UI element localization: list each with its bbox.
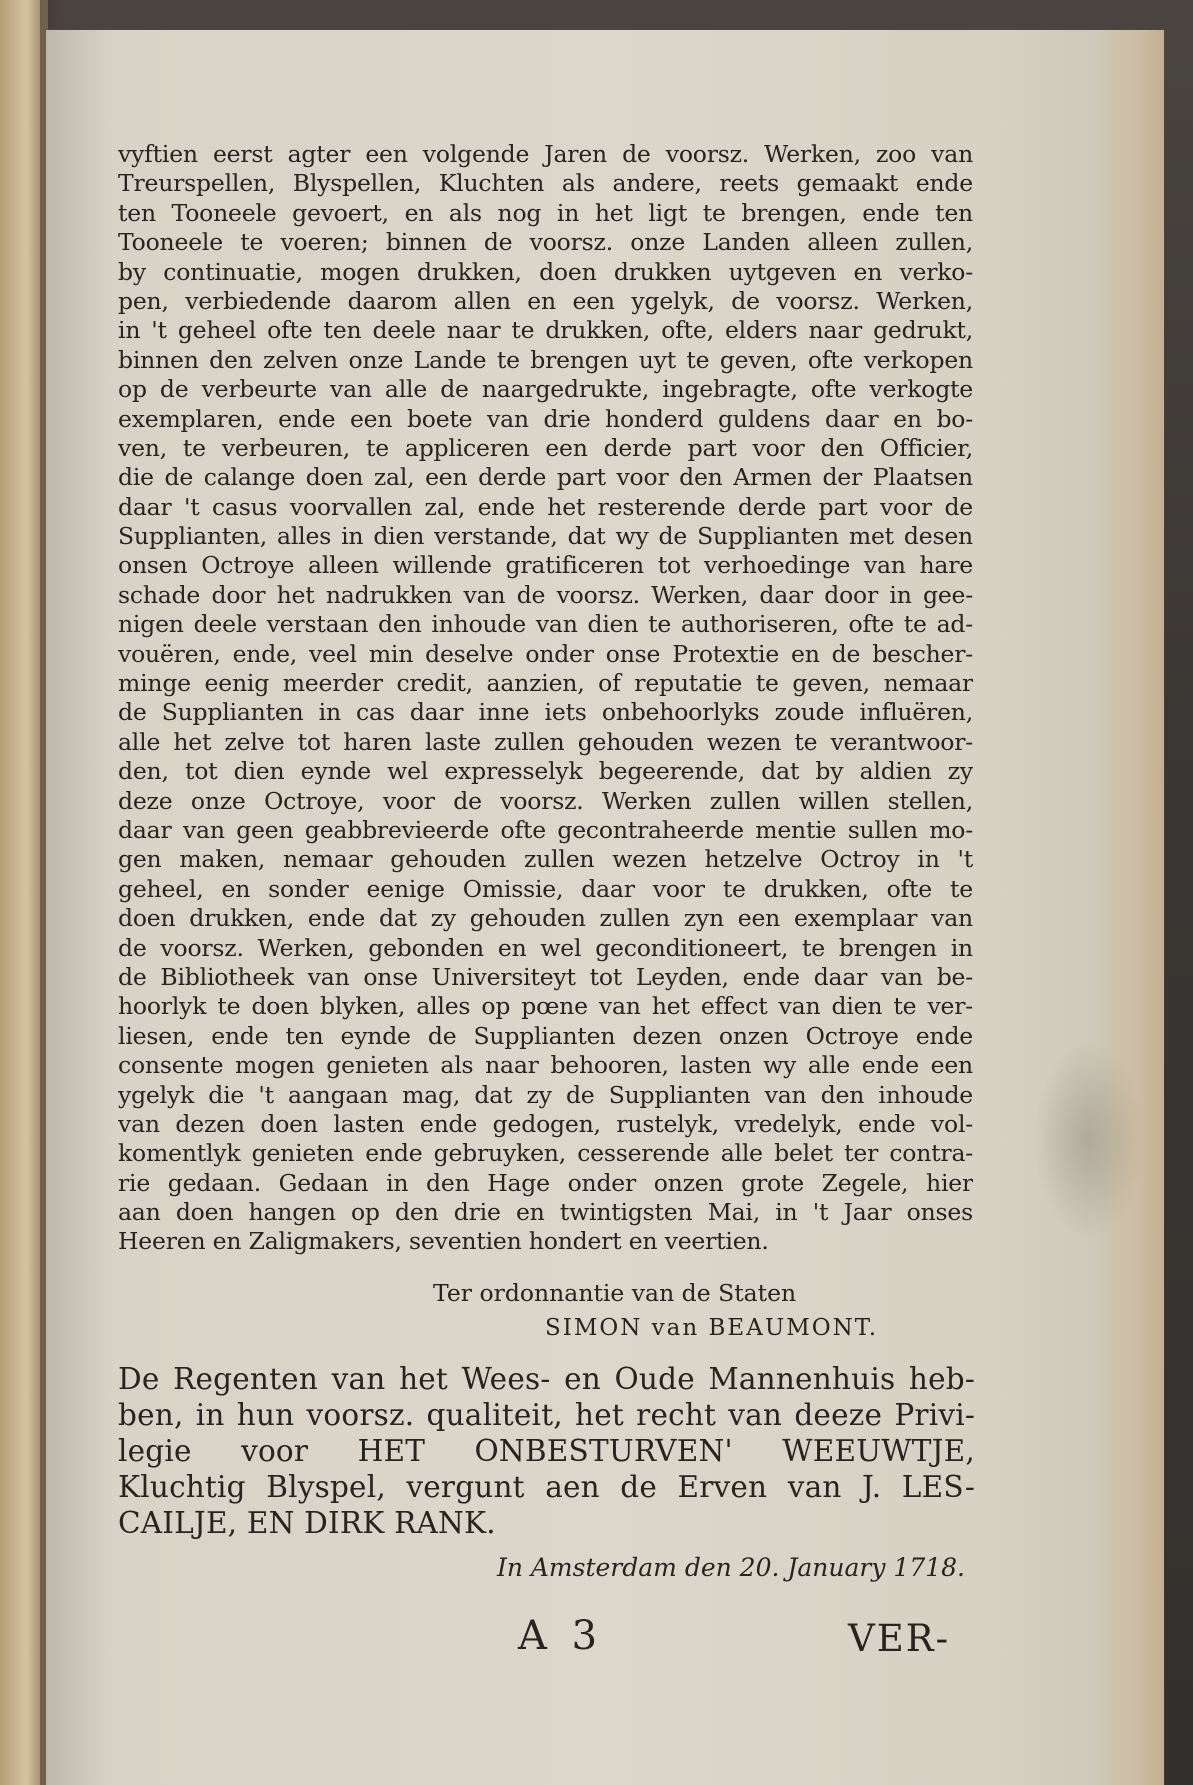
text-line: komentlyk genieten ende gebruyken, cesserende alle belet ter contra- bbox=[118, 1139, 973, 1168]
text-line: aan doen hangen op den drie en twintigsten Mai, in 't Jaar onses bbox=[118, 1198, 973, 1227]
text-line: vouëren, ende, veel min deselve onder onse Protextie en de bescher- bbox=[118, 639, 973, 668]
text-line: van dezen doen lasten ende gedogen, rustelyk, vredelyk, ende vol- bbox=[118, 1109, 973, 1138]
text-line: den, tot dien eynde wel expresselyk begeerende, dat by aldien zy bbox=[118, 757, 973, 786]
text-line: de Bibliotheek van onse Universiteyt tot Leyden, ende daar van be- bbox=[118, 962, 973, 991]
text-line: vyftien eerst agter een volgende Jaren de voorsz. Werken, zoo van bbox=[118, 140, 973, 168]
text-line: ygelyk die 't aangaan mag, dat zy de Supplianten van den inhoude bbox=[118, 1080, 973, 1109]
signatory-name: SIMON van BEAUMONT. bbox=[545, 1315, 879, 1341]
text-line: Tooneele te voeren; binnen de voorsz. onze Landen alleen zullen, bbox=[118, 228, 973, 257]
text-line: daar 't casus voorvallen zal, ende het resterende derde part voor de bbox=[118, 492, 973, 521]
text-line: daar van geen geabbrevieerde ofte gecontraheerde mentie sullen mo- bbox=[118, 815, 973, 844]
text-line: deze onze Octroye, voor de voorsz. Werken zullen willen stellen, bbox=[118, 786, 973, 815]
catchword: VER- bbox=[848, 1617, 951, 1660]
text-line: Treurspellen, Blyspellen, Kluchten als andere, reets gemaakt ende bbox=[118, 169, 973, 198]
text-line: ten Tooneele gevoert, en als nog in het ligt te brengen, ende ten bbox=[118, 198, 973, 227]
notice-line: CAILJE, EN DIRK RANK. bbox=[118, 1506, 496, 1540]
text-line: geheel, en sonder eenige Omissie, daar voor te drukken, ofte te bbox=[118, 874, 973, 903]
text-line: die de calange doen zal, een derde part voor den Armen der Plaatsen bbox=[118, 463, 973, 492]
regents-notice bbox=[118, 1361, 975, 1541]
page-edge-discoloration bbox=[1094, 30, 1164, 1785]
notice-line: Kluchtig Blyspel, vergunt aen de Erven van J. LES- bbox=[118, 1470, 975, 1504]
text-line: de voorsz. Werken, gebonden en wel geconditioneert, te brengen in bbox=[118, 933, 973, 962]
text-line: doen drukken, ende dat zy gehouden zullen zyn een exemplaar van bbox=[118, 904, 973, 933]
text-line: schade door het nadrukken van de voorsz. Werken, daar door in gee- bbox=[118, 580, 973, 609]
text-line: onsen Octroye alleen willende gratificeren tot verhoedinge van hare bbox=[118, 551, 973, 580]
text-line-last: Heeren en Zaligmakers, seventien hondert en veertien. bbox=[118, 1227, 769, 1256]
text-line: op de verbeurte van alle de naargedrukte, ingebragte, ofte verkogte bbox=[118, 375, 973, 404]
notice-line: De Regenten van het Wees- en Oude Mannenhuis heb- bbox=[118, 1362, 975, 1396]
text-line: Supplianten, alles in dien verstande, dat wy de Supplianten met desen bbox=[118, 522, 973, 551]
text-line: alle het zelve tot haren laste zullen gehouden wezen te verantwoor- bbox=[118, 727, 973, 756]
notice-line: ben, in hun voorsz. qualiteit, het recht van deeze Privi- bbox=[118, 1398, 975, 1432]
signature-mark: A 3 bbox=[518, 1613, 604, 1659]
text-line: nigen deele verstaan den inhoude van dien te authoriseren, ofte te ad- bbox=[118, 610, 973, 639]
text-line: by continuatie, mogen drukken, doen drukken uytgeven en verko- bbox=[118, 257, 973, 286]
text-line: exemplaren, ende een boete van drie honderd guldens daar en bo- bbox=[118, 404, 973, 433]
notice-line: legie voor HET ONBESTURVEN' WEEUWTJE, bbox=[118, 1434, 975, 1468]
dateline: In Amsterdam den 20. January 1718. bbox=[496, 1553, 965, 1582]
text-line: consente mogen genieten als naar behooren, lasten wy alle ende een bbox=[118, 1051, 973, 1080]
signature-attribution: Ter ordonnantie van de Staten bbox=[433, 1279, 797, 1307]
text-line: gen maken, nemaar gehouden zullen wezen hetzelve Octroy in 't bbox=[118, 845, 973, 874]
text-line: de Supplianten in cas daar inne iets onbehoorlyks zoude influëren, bbox=[118, 698, 973, 727]
text-line: rie gedaan. Gedaan in den Hage onder onzen grote Zegele, hier bbox=[118, 1168, 973, 1197]
text-line: in 't geheel ofte ten deele naar te drukken, ofte, elders naar gedrukt, bbox=[118, 316, 973, 345]
page-stain bbox=[1034, 1040, 1144, 1240]
text-line: minge eenig meerder credit, aanzien, of reputatie te geven, nemaar bbox=[118, 669, 973, 698]
text-line: hoorlyk te doen blyken, alles op pœne van het effect van dien te ver- bbox=[118, 992, 973, 1021]
privilege-text bbox=[118, 140, 973, 1257]
text-line: liesen, ende ten eynde de Supplianten dezen onzen Octroye ende bbox=[118, 1021, 973, 1050]
text-line: binnen den zelven onze Lande te brengen uyt te geven, ofte verkopen bbox=[118, 345, 973, 374]
text-line: ven, te verbeuren, te appliceren een derde part voor den Officier, bbox=[118, 433, 973, 462]
text-line: pen, verbiedende daarom allen en een ygelyk, de voorsz. Werken, bbox=[118, 286, 973, 315]
